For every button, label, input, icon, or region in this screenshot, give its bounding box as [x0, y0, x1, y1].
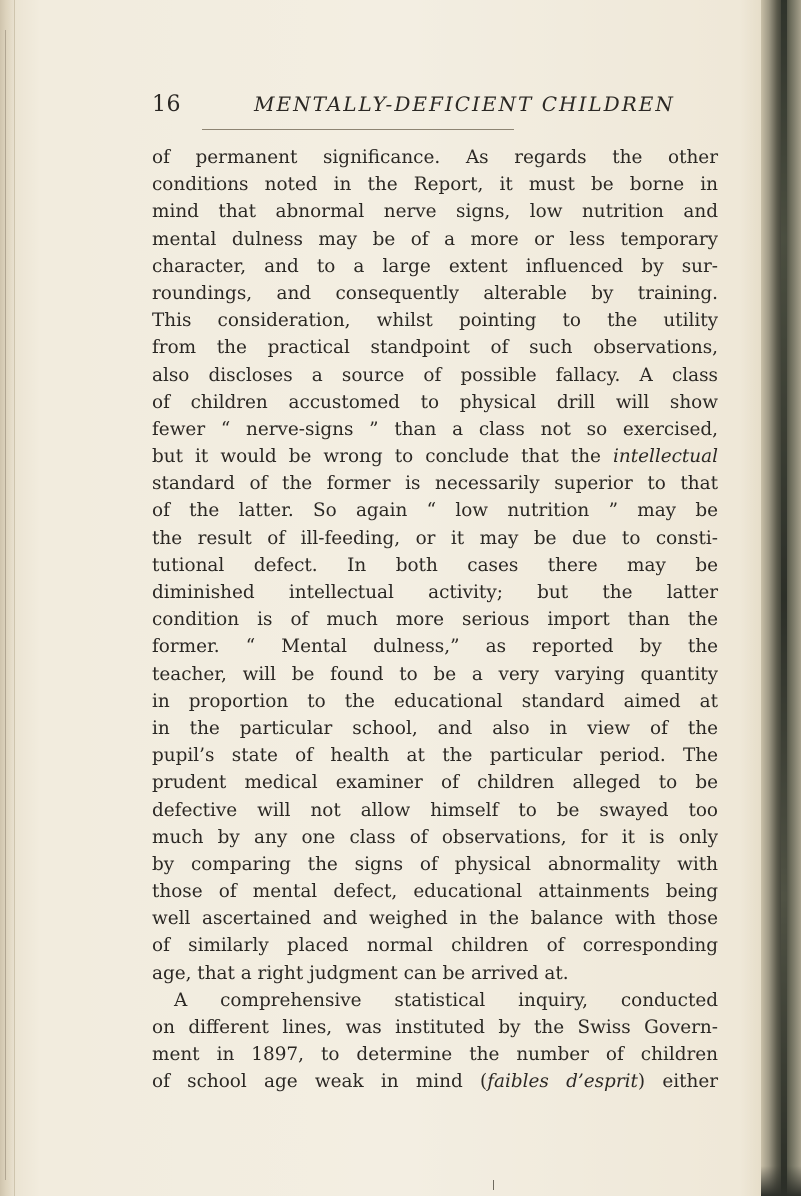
text-segment: but it would be wrong to conclude that the — [152, 446, 613, 468]
text-line: on different lines, was instituted by the Swiss Govern- — [152, 1017, 718, 1038]
text-line: of permanent significance. As regards the other — [152, 147, 718, 168]
text-line: prudent medical examiner of children alleged to be — [152, 772, 718, 794]
text-line: of the latter. So again “ low nutrition ” may be — [152, 500, 718, 522]
page-number: 16 — [152, 92, 181, 117]
binding-shadow — [761, 1166, 801, 1196]
text-line: character, and to a large extent influenced by sur- — [152, 255, 718, 277]
text-line: in the particular school, and also in view of the — [152, 717, 718, 739]
print-mark — [493, 1180, 494, 1190]
text-line: standard of the former is necessarily superior to that — [152, 473, 718, 495]
text-segment: ) either — [637, 1071, 718, 1093]
text-line: teacher, will be found to be a very varying quantity — [152, 663, 718, 685]
text-line: the result of ill-feeding, or it may be due to consti- — [152, 527, 718, 549]
text-line: ment in 1897, to determine the number of children — [152, 1044, 718, 1066]
text-line: by comparing the signs of physical abnormality with — [152, 853, 718, 875]
text-line: much by any one class of observations, for it is only — [152, 826, 718, 848]
gutter-rule — [5, 30, 6, 1180]
text-line: mind that abnormal nerve signs, low nutrition and — [152, 201, 718, 223]
text-line: of children accustomed to physical drill will show — [152, 391, 718, 413]
text-line-with-emphasis — [152, 443, 718, 470]
text-line: roundings, and consequently alterable by training. — [152, 282, 718, 304]
page-gutter-left — [0, 0, 15, 1196]
paragraph-start-line: A comprehensive statistical inquiry, conducted — [174, 989, 718, 1011]
text-line: in proportion to the educational standard aimed at — [152, 690, 718, 712]
binding-stripe — [781, 0, 787, 1196]
text-segment: of school age weak in mind ( — [152, 1071, 488, 1093]
text-line: from the practical standpoint of such observations, — [152, 337, 718, 359]
text-line: diminished intellectual activity; but the latter — [152, 582, 718, 603]
text-line: This consideration, whilst pointing to the utility — [152, 310, 718, 332]
text-line: pupil’s state of health at the particular period. The — [152, 745, 718, 767]
text-line: condition is of much more serious import than the — [152, 609, 718, 631]
text-line: defective will not allow himself to be swayed too — [152, 799, 718, 821]
italic-term: intellectual — [612, 446, 718, 468]
text-line: also discloses a source of possible fallacy. A class — [152, 364, 718, 386]
text-line: former. “ Mental dulness,” as reported by the — [152, 636, 718, 658]
text-line-with-emphasis — [152, 1068, 718, 1095]
running-title: MENTALLY-DEFICIENT CHILDREN — [254, 92, 675, 116]
body-text — [152, 144, 718, 1096]
page-edge-right — [761, 0, 801, 1196]
text-line: conditions noted in the Report, it must be borne in — [152, 174, 718, 196]
header-rule — [202, 129, 514, 130]
text-line: of similarly placed normal children of corresponding — [152, 935, 718, 957]
text-line: fewer “ nerve-signs ” than a class not so exercised, — [152, 418, 718, 440]
paragraph-end-line: age, that a right judgment can be arrived at. — [152, 962, 569, 984]
page-header — [152, 92, 712, 122]
text-line: tutional defect. In both cases there may be — [152, 554, 718, 576]
text-line: well ascertained and weighed in the balance with those — [152, 908, 718, 930]
text-line: mental dulness may be of a more or less temporary — [152, 228, 718, 250]
text-line: those of mental defect, educational attainments being — [152, 881, 718, 903]
italic-term: faibles d’esprit — [487, 1071, 638, 1093]
